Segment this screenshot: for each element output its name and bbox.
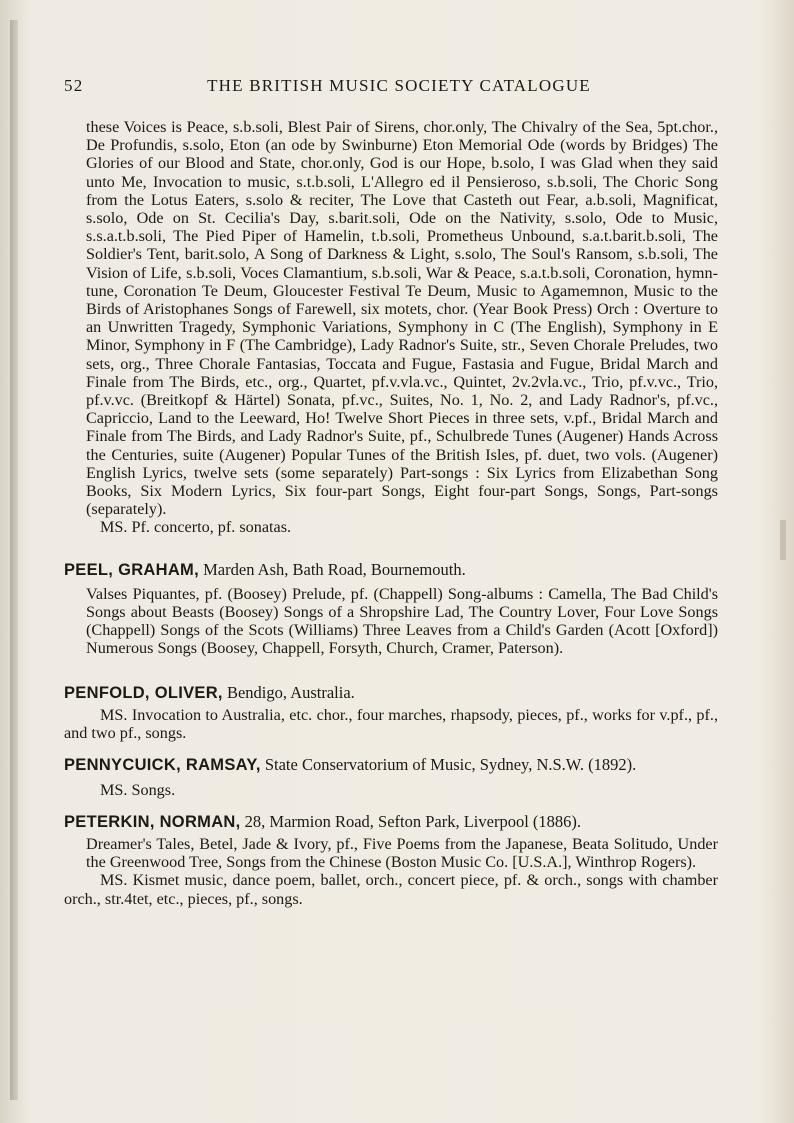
entry-works: Valses Piquantes, pf. (Boosey) Prelude, pf. (Chappell) Song-albums : Camella, The Bad Child's Songs about Beasts (Boosey) Songs of a Shropshire Lad, The Country Lover, Four Love Songs (Chappell) Songs of the Scots (Williams) Three Leaves from a Child's Garden (Acott [Oxford]) Numerous Songs (Boosey, Chappell, Forsyth, Church, Cramer, Paterson). xyxy=(86,584,718,658)
catalogue-entry xyxy=(64,561,718,658)
composer-name: PENNYCUICK, RAMSAY, xyxy=(64,756,261,775)
entry-manuscripts: MS. Kismet music, dance poem, ballet, orch., concert piece, pf. & orch., songs with chamber orch., str.4tet, etc., pieces, pf., songs. xyxy=(64,871,718,908)
composer-name: PETERKIN, NORMAN, xyxy=(64,812,241,831)
entry-manuscripts: MS. Songs. xyxy=(100,780,176,799)
entry-heading xyxy=(64,684,718,702)
composer-name: PENFOLD, OLIVER, xyxy=(64,683,223,702)
entry-heading xyxy=(64,813,718,831)
page-binding-edge xyxy=(10,20,18,1100)
composer-address: Marden Ash, Bath Road, Bournemouth. xyxy=(203,559,466,579)
composer-address: State Conservatorium of Music, Sydney, N.S.W. (1892). xyxy=(264,755,637,775)
catalogue-content xyxy=(64,118,718,928)
page-header xyxy=(64,76,674,96)
entry-manuscripts: MS. Pf. concerto, pf. sonatas. xyxy=(100,518,292,537)
entry-works: Dreamer's Tales, Betel, Jade & Ivory, pf., Five Poems from the Japanese, Beata Solitudo, Under the Greenwood Tree, Songs from the Chinese (Boston Music Co. [U.S.A.], Winthrop Rogers). xyxy=(86,834,718,872)
entry-heading xyxy=(64,756,718,774)
catalogue-entry xyxy=(64,813,718,908)
margin-mark xyxy=(780,520,786,560)
entry-heading xyxy=(64,561,718,579)
entry-works: these Voices is Peace, s.b.soli, Blest Pair of Sirens, chor.only, The Chivalry of the Sea, 5pt.chor., De Profundis, s.solo, Eton (an ode by Swinburne) Eton Memorial Ode (words by Bridges) The Glories of our Blood and State, chor.only, God is our Hope, b.solo, I was Glad when they said unto Me, Invocation to music, s.t.b.soli, L'Allegro ed il Pensieroso, s.b.soli, The Choric Song from the Lotus Eaters, s.solo & reciter, The Love that Casteth out Fear, a.b.soli, Magnificat, s.solo, Ode on St. Cecilia's Day, s.barit.soli, Ode on the Nativity, s.solo, Ode to Music, s.s.a.t.b.soli, The Pied Piper of Hamelin, t.b.soli, Prometheus Unbound, s.a.t.barit.b.soli, The Soldier's Tent, barit.solo, A Song of Darkness & Light, s.solo, The Soul's Ransom, s.b.soli, The Vision of Life, s.b.soli, Voces Clamantium, s.b.soli, War & Peace, s.a.t.b.soli, Coronation, hymn-tune, Coronation Te Deum, Gloucester Festival Te Deum, Music to Agamemnon, Music to the Birds of Aristophanes Songs of Farewell, six motets, chor. (Year Book Press) Orch : Overture to an Unwritten Tragedy, Symphonic Variations, Symphony in C (The English), Symphony in E Minor, Symphony in F (The Cambridge), Lady Radnor's Suite, str., Seven Chorale Preludes, two sets, org., Three Chorale Fantasias, Toccata and Fugue, Fastasia and Fugue, Bridal March and Finale from The Birds, etc., org., Quartet, pf.v.vla.vc., Quintet, 2v.2vla.vc., Trio, pf.v.vc., Trio, pf.v.vc. (Breitkopf & Härtel) Sonata, pf.vc., Suites, No. 1, No. 2, and Lady Radnor's, pf.vc., Capriccio, Land to the Leeward, Ho! Twelve Short Pieces in three sets, v.pf., Bridal March and Finale from The Birds, and Lady Radnor's Suite, pf., Schulbrede Tunes (Augener) Hands Across the Centuries, suite (Augener) Popular Tunes of the British Isles, pf. duet, two vols. (Augener) English Lyrics, twelve sets (some separately) Part-songs : Six Lyrics from Elizabethan Song Books, Six Modern Lyrics, Six four-part Songs, Eight four-part Songs, Songs, Part-songs (separately). xyxy=(86,118,718,519)
catalogue-entry xyxy=(64,756,718,798)
entry-manuscripts: MS. Invocation to Australia, etc. chor., four marches, rhapsody, pieces, pf., works for v.pf., pf., and two pf., songs. xyxy=(64,705,718,743)
page-number: 52 xyxy=(64,76,84,95)
composer-address: 28, Marmion Road, Sefton Park, Liverpool (1886). xyxy=(244,811,582,831)
catalogue-entry xyxy=(64,684,718,743)
composer-address: Bendigo, Australia. xyxy=(226,682,355,702)
catalogue-entry-continuation xyxy=(64,118,718,537)
composer-name: PEEL, GRAHAM, xyxy=(64,560,199,579)
running-title: THE BRITISH MUSIC SOCIETY CATALOGUE xyxy=(207,76,591,95)
